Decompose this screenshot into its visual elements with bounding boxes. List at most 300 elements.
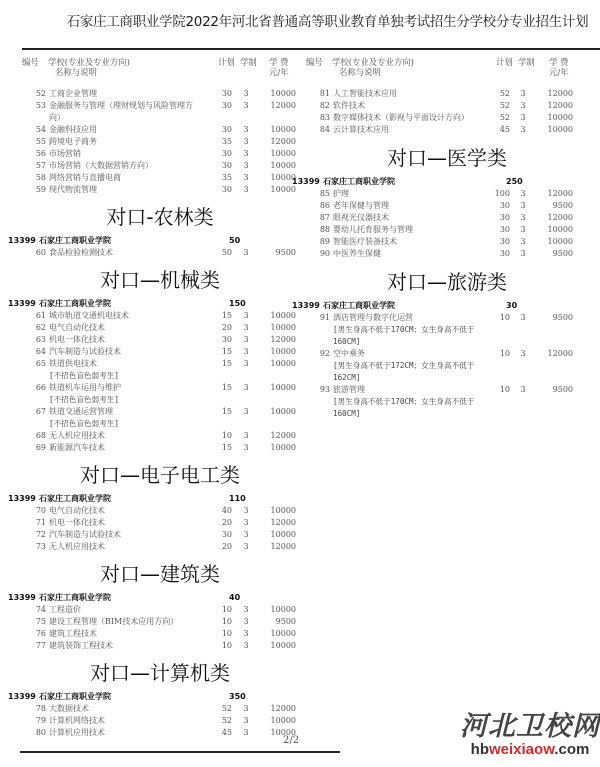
study-years: 3 — [520, 225, 526, 234]
plan-count: 100 — [494, 189, 510, 198]
table-row — [22, 529, 298, 541]
school-row — [292, 300, 588, 312]
table-row — [22, 727, 298, 739]
major-name: 建筑装饰工程技术 — [49, 641, 113, 650]
school-total: 350 — [229, 692, 246, 701]
school-row — [8, 691, 298, 703]
plan-count: 15 — [221, 407, 232, 416]
row-number: 83 — [319, 113, 330, 122]
plan-count: 10 — [221, 605, 232, 614]
study-years: 3 — [243, 704, 249, 713]
plan-count: 20 — [221, 518, 232, 527]
school-name: 石家庄工商职业学院 — [39, 593, 111, 602]
plan-count: 52 — [499, 101, 510, 110]
school-name: 石家庄工商职业学院 — [323, 177, 395, 186]
study-years: 3 — [243, 101, 249, 110]
school-code: 13399 — [8, 494, 36, 503]
watermark-url: hbweixiaow.com — [470, 741, 590, 758]
major-name: 数字媒体技术（影视与平面设计方向） — [333, 113, 469, 122]
major-name-line2: 向） — [49, 113, 65, 122]
table-row — [306, 124, 588, 136]
plan-count: 30 — [499, 213, 510, 222]
plan-count: 35 — [221, 137, 232, 146]
study-years: 3 — [243, 347, 249, 356]
major-name: 跨境电子商务 — [49, 137, 97, 146]
row-number: 64 — [35, 347, 46, 356]
tuition-fee: 10000 — [270, 359, 296, 368]
major-name: 金融科技应用 — [49, 125, 97, 134]
study-years: 3 — [243, 443, 249, 452]
major-name: 网络营销与直播电商 — [49, 173, 121, 182]
table-row — [22, 628, 298, 640]
school-name: 石家庄工商职业学院 — [39, 692, 111, 701]
plan-count: 52 — [499, 89, 510, 98]
major-name: 酒店管理与数字化运营 — [333, 313, 413, 322]
study-years: 3 — [520, 349, 526, 358]
table-row — [22, 124, 298, 136]
table-row — [306, 88, 588, 100]
row-number: 71 — [35, 518, 46, 527]
major-name: 现代物流管理 — [49, 185, 97, 194]
plan-count: 10 — [499, 313, 510, 322]
table-row — [22, 334, 298, 346]
watermark-logo — [460, 712, 600, 758]
school-row — [8, 235, 298, 247]
study-years: 3 — [243, 518, 249, 527]
study-years: 3 — [520, 385, 526, 394]
plan-count: 52 — [499, 113, 510, 122]
tuition-fee: 10000 — [270, 641, 296, 650]
row-number: 73 — [35, 542, 46, 551]
major-note-cont: 160CM] — [333, 409, 361, 418]
category-heading: 对口-农林类 — [106, 205, 214, 229]
study-years: 3 — [243, 629, 249, 638]
table-row — [306, 312, 588, 324]
study-years: 3 — [243, 173, 249, 182]
row-number: 69 — [35, 443, 46, 452]
plan-count: 45 — [499, 125, 510, 134]
table-row — [22, 505, 298, 517]
study-years: 3 — [243, 506, 249, 515]
row-number: 66 — [35, 383, 46, 392]
table-row — [22, 247, 298, 259]
row-number: 75 — [35, 617, 46, 626]
major-name: 中医养生保健 — [333, 249, 381, 258]
plan-count: 20 — [221, 323, 232, 332]
school-code: 13399 — [8, 593, 36, 602]
major-note: [男生身高不低于170CM；女生身高不低于 — [333, 325, 475, 334]
school-code: 13399 — [8, 236, 36, 245]
table-row — [22, 184, 298, 196]
header-no: 编号 — [306, 57, 323, 67]
major-name: 建筑工程技术 — [49, 629, 97, 638]
tuition-fee: 10000 — [270, 383, 296, 392]
row-number: 89 — [319, 237, 330, 246]
table-row — [306, 100, 588, 112]
study-years: 3 — [520, 313, 526, 322]
row-number: 67 — [35, 407, 46, 416]
study-years: 3 — [243, 530, 249, 539]
major-name: 空中乘务 — [333, 349, 365, 358]
tuition-fee: 10000 — [547, 225, 573, 234]
header-name-2: 名称与说明 — [55, 67, 97, 77]
table-row — [306, 200, 588, 212]
category-heading: 对口—建筑类 — [100, 562, 220, 586]
table-row — [22, 148, 298, 160]
row-number: 61 — [35, 311, 46, 320]
row-number: 76 — [35, 629, 46, 638]
footer-rule — [20, 751, 340, 753]
study-years: 3 — [243, 149, 249, 158]
school-code: 13399 — [292, 301, 320, 310]
row-number: 87 — [319, 213, 330, 222]
tuition-fee: 9500 — [552, 385, 573, 394]
row-number: 57 — [35, 161, 46, 170]
tuition-fee: 10000 — [270, 728, 296, 737]
plan-count: 15 — [221, 347, 232, 356]
plan-count: 52 — [221, 704, 232, 713]
major-name: 新能源汽车技术 — [49, 443, 105, 452]
major-name: 工商企业管理 — [49, 89, 97, 98]
tuition-fee: 12000 — [547, 89, 573, 98]
row-number: 52 — [35, 89, 46, 98]
major-name: 护理 — [333, 189, 349, 198]
table-row — [22, 604, 298, 616]
plan-count: 40 — [221, 506, 232, 515]
row-number: 77 — [35, 641, 46, 650]
category-heading: 对口—旅游类 — [387, 270, 507, 294]
left-body — [8, 88, 298, 739]
tuition-fee: 12000 — [547, 213, 573, 222]
row-number: 78 — [35, 704, 46, 713]
tuition-fee: 12000 — [270, 101, 296, 110]
study-years: 3 — [520, 125, 526, 134]
major-name: 食品检验检测技术 — [49, 248, 113, 257]
header-plan: 计划 — [496, 57, 513, 67]
plan-count: 10 — [221, 641, 232, 650]
table-row — [22, 703, 298, 715]
row-number: 91 — [319, 313, 330, 322]
right-body — [292, 88, 588, 420]
table-row — [22, 310, 298, 322]
tuition-fee: 10000 — [270, 629, 296, 638]
table-row — [22, 172, 298, 184]
row-number: 72 — [35, 530, 46, 539]
plan-count: 30 — [221, 89, 232, 98]
tuition-fee: 12000 — [270, 431, 296, 440]
major-name: 人工智能技术应用 — [333, 89, 397, 98]
plan-count: 20 — [221, 542, 232, 551]
school-name: 石家庄工商职业学院 — [39, 494, 111, 503]
major-note: [不招色盲色弱考生] — [49, 419, 119, 428]
major-name: 汽车制造与试验技术 — [49, 530, 121, 539]
page-title: 石家庄工商职业学院2022年河北省普通高等职业教育单独考试招生分学校分专业招生计划 — [66, 14, 589, 30]
header-name-2: 名称与说明 — [339, 67, 381, 77]
study-years: 3 — [243, 359, 249, 368]
plan-count: 35 — [221, 173, 232, 182]
school-name: 石家庄工商职业学院 — [39, 299, 111, 308]
major-name: 铁道交通运营管理 — [49, 407, 113, 416]
table-row — [22, 517, 298, 529]
school-name: 石家庄工商职业学院 — [39, 236, 111, 245]
study-years: 3 — [243, 323, 249, 332]
study-years: 3 — [243, 161, 249, 170]
plan-count: 10 — [221, 629, 232, 638]
category-heading: 对口—计算机类 — [90, 661, 230, 685]
tuition-fee: 9500 — [275, 248, 296, 257]
tuition-fee: 10000 — [270, 443, 296, 452]
table-row — [306, 236, 588, 248]
table-header — [22, 54, 298, 88]
study-years: 3 — [520, 201, 526, 210]
study-years: 3 — [520, 237, 526, 246]
study-years: 3 — [243, 125, 249, 134]
major-name: 铁道供电技术 — [49, 359, 97, 368]
study-years: 3 — [243, 617, 249, 626]
row-number: 70 — [35, 506, 46, 515]
study-years: 3 — [520, 113, 526, 122]
plan-count: 10 — [499, 349, 510, 358]
tuition-fee: 12000 — [547, 101, 573, 110]
row-number: 90 — [319, 249, 330, 258]
plan-count: 30 — [499, 201, 510, 210]
table-row — [306, 188, 588, 200]
right-column — [292, 54, 588, 420]
school-code: 13399 — [8, 692, 36, 701]
table-row — [22, 382, 298, 394]
tuition-fee: 10000 — [270, 89, 296, 98]
major-name: 汽车制造与试验技术 — [49, 347, 121, 356]
major-name: 工程造价 — [49, 605, 81, 614]
row-number: 62 — [35, 323, 46, 332]
row-number: 60 — [35, 248, 46, 257]
plan-count: 30 — [221, 530, 232, 539]
table-row — [22, 322, 298, 334]
tuition-fee: 10000 — [270, 506, 296, 515]
plan-count: 30 — [499, 237, 510, 246]
header-no: 编号 — [22, 57, 39, 67]
tuition-fee: 10000 — [547, 113, 573, 122]
study-years: 3 — [520, 249, 526, 258]
tuition-fee: 10000 — [270, 311, 296, 320]
major-name: 电气自动化技术 — [49, 506, 105, 515]
row-number: 65 — [35, 359, 46, 368]
row-number: 80 — [35, 728, 46, 737]
tuition-fee: 10000 — [270, 173, 296, 182]
study-years: 3 — [243, 311, 249, 320]
plan-count: 30 — [221, 185, 232, 194]
row-number: 81 — [319, 89, 330, 98]
major-name: 建设工程管理（BIM技术应用方向） — [49, 617, 179, 626]
major-name: 婴幼儿托育服务与管理 — [333, 225, 413, 234]
tuition-fee: 12000 — [270, 518, 296, 527]
row-number: 59 — [35, 185, 46, 194]
study-years: 3 — [243, 89, 249, 98]
tuition-fee: 10000 — [270, 185, 296, 194]
major-name: 无人机应用技术 — [49, 542, 105, 551]
tuition-fee: 12000 — [270, 137, 296, 146]
row-number: 53 — [35, 101, 46, 110]
plan-count: 15 — [221, 311, 232, 320]
school-row — [8, 493, 298, 505]
tuition-fee: 12000 — [270, 704, 296, 713]
row-number: 93 — [319, 385, 330, 394]
school-name: 石家庄工商职业学院 — [323, 301, 395, 310]
major-name: 眼视光仪器技术 — [333, 213, 389, 222]
table-row — [22, 346, 298, 358]
header-years: 学制 — [240, 57, 257, 67]
table-row — [306, 348, 588, 360]
row-number: 92 — [319, 349, 330, 358]
major-name: 计算机应用技术 — [49, 728, 105, 737]
major-name: 铁道机车运用与维护 — [49, 383, 121, 392]
tuition-fee: 9500 — [552, 249, 573, 258]
major-name: 电气自动化技术 — [49, 323, 105, 332]
school-row — [8, 592, 298, 604]
study-years: 3 — [243, 407, 249, 416]
plan-count: 30 — [499, 249, 510, 258]
major-name: 无人机应用技术 — [49, 431, 105, 440]
table-row — [22, 541, 298, 553]
plan-count: 10 — [499, 385, 510, 394]
tuition-fee: 10000 — [270, 407, 296, 416]
school-total: 110 — [229, 494, 246, 503]
school-total: 150 — [229, 299, 246, 308]
table-row — [22, 430, 298, 442]
table-row — [22, 136, 298, 148]
major-name: 软件技术 — [333, 101, 365, 110]
study-years: 3 — [243, 716, 249, 725]
major-note: [男生身高不低于172CM；女生身高不低于 — [333, 361, 475, 370]
tuition-fee: 10000 — [270, 125, 296, 134]
plan-count: 10 — [221, 617, 232, 626]
header-fee-1: 学 费 — [269, 57, 289, 67]
page-number: 2/2 — [283, 735, 300, 746]
plan-count: 30 — [221, 161, 232, 170]
major-name: 市场营销（大数据营销方向） — [49, 161, 153, 170]
plan-count: 15 — [221, 383, 232, 392]
tuition-fee: 10000 — [270, 716, 296, 725]
study-years: 3 — [243, 248, 249, 257]
plan-count: 50 — [221, 248, 232, 257]
header-name-1: 学校(专业及专业方向) — [48, 57, 130, 67]
row-number: 82 — [319, 101, 330, 110]
school-code: 13399 — [8, 299, 36, 308]
table-row — [306, 212, 588, 224]
tuition-fee: 10000 — [270, 605, 296, 614]
study-years: 3 — [520, 213, 526, 222]
table-row — [22, 715, 298, 727]
table-row — [306, 248, 588, 260]
header-fee-1: 学 费 — [549, 57, 569, 67]
tuition-fee: 12000 — [270, 335, 296, 344]
table-row — [22, 616, 298, 628]
header-fee-2: 元/年 — [269, 67, 289, 77]
tuition-fee: 9500 — [275, 617, 296, 626]
table-row — [22, 358, 298, 370]
table-header — [306, 54, 588, 88]
row-number: 84 — [319, 125, 330, 134]
tuition-fee: 9500 — [552, 201, 573, 210]
major-name: 云计算技术应用 — [333, 125, 389, 134]
plan-count: 30 — [221, 335, 232, 344]
major-name-cont — [22, 112, 298, 124]
table-row — [22, 406, 298, 418]
major-name: 老年保健与管理 — [333, 201, 389, 210]
major-name: 机电一体化技术 — [49, 518, 105, 527]
table-row — [306, 224, 588, 236]
study-years: 3 — [520, 89, 526, 98]
major-name: 智能医疗装备技术 — [333, 237, 397, 246]
table-row — [306, 384, 588, 396]
row-number: 86 — [319, 201, 330, 210]
table-row — [306, 112, 588, 124]
study-years: 3 — [520, 189, 526, 198]
plan-count: 30 — [499, 225, 510, 234]
tuition-fee: 9500 — [552, 313, 573, 322]
header-fee-2: 元/年 — [549, 67, 569, 77]
major-name: 旅游管理 — [333, 385, 365, 394]
major-name: 计算机网络技术 — [49, 716, 105, 725]
study-years: 3 — [243, 728, 249, 737]
major-note-cont: 162CM] — [333, 373, 361, 382]
study-years: 3 — [243, 641, 249, 650]
row-number: 79 — [35, 716, 46, 725]
school-total: 30 — [506, 301, 518, 310]
school-total: 40 — [229, 593, 241, 602]
row-number: 74 — [35, 605, 46, 614]
tuition-fee: 12000 — [547, 349, 573, 358]
major-note: [男生身高不低于170CM；女生身高不低于 — [333, 397, 475, 406]
major-note: [不招色盲色弱考生] — [49, 371, 119, 380]
row-number: 85 — [319, 189, 330, 198]
row-number: 88 — [319, 225, 330, 234]
tuition-fee: 10000 — [270, 347, 296, 356]
study-years: 3 — [243, 383, 249, 392]
tuition-fee: 12000 — [270, 542, 296, 551]
row-number: 58 — [35, 173, 46, 182]
major-name: 城市轨道交通机电技术 — [49, 311, 129, 320]
study-years: 3 — [243, 335, 249, 344]
left-column — [8, 54, 298, 739]
tuition-fee: 10000 — [270, 323, 296, 332]
plan-count: 30 — [221, 125, 232, 134]
plan-count: 15 — [221, 443, 232, 452]
table-row — [22, 100, 298, 112]
plan-count: 10 — [221, 431, 232, 440]
table-row — [22, 160, 298, 172]
tuition-fee: 10000 — [270, 149, 296, 158]
study-years: 3 — [243, 185, 249, 194]
row-number: 63 — [35, 335, 46, 344]
row-number: 56 — [35, 149, 46, 158]
table-row — [22, 442, 298, 454]
major-name: 金融服务与管理（理财规划与风险管理方 — [49, 101, 193, 110]
study-years: 3 — [243, 542, 249, 551]
watermark-cn: 河北卫校网 — [460, 711, 600, 742]
study-years: 3 — [243, 605, 249, 614]
category-heading: 对口—医学类 — [387, 146, 507, 170]
row-number: 68 — [35, 431, 46, 440]
study-years: 3 — [243, 431, 249, 440]
school-row — [8, 298, 298, 310]
tuition-fee: 12000 — [547, 189, 573, 198]
major-name: 市场营销 — [49, 149, 81, 158]
major-note-cont: 160CM] — [333, 337, 361, 346]
header-years: 学制 — [518, 57, 535, 67]
plan-count: 30 — [221, 101, 232, 110]
school-code: 13399 — [292, 177, 320, 186]
